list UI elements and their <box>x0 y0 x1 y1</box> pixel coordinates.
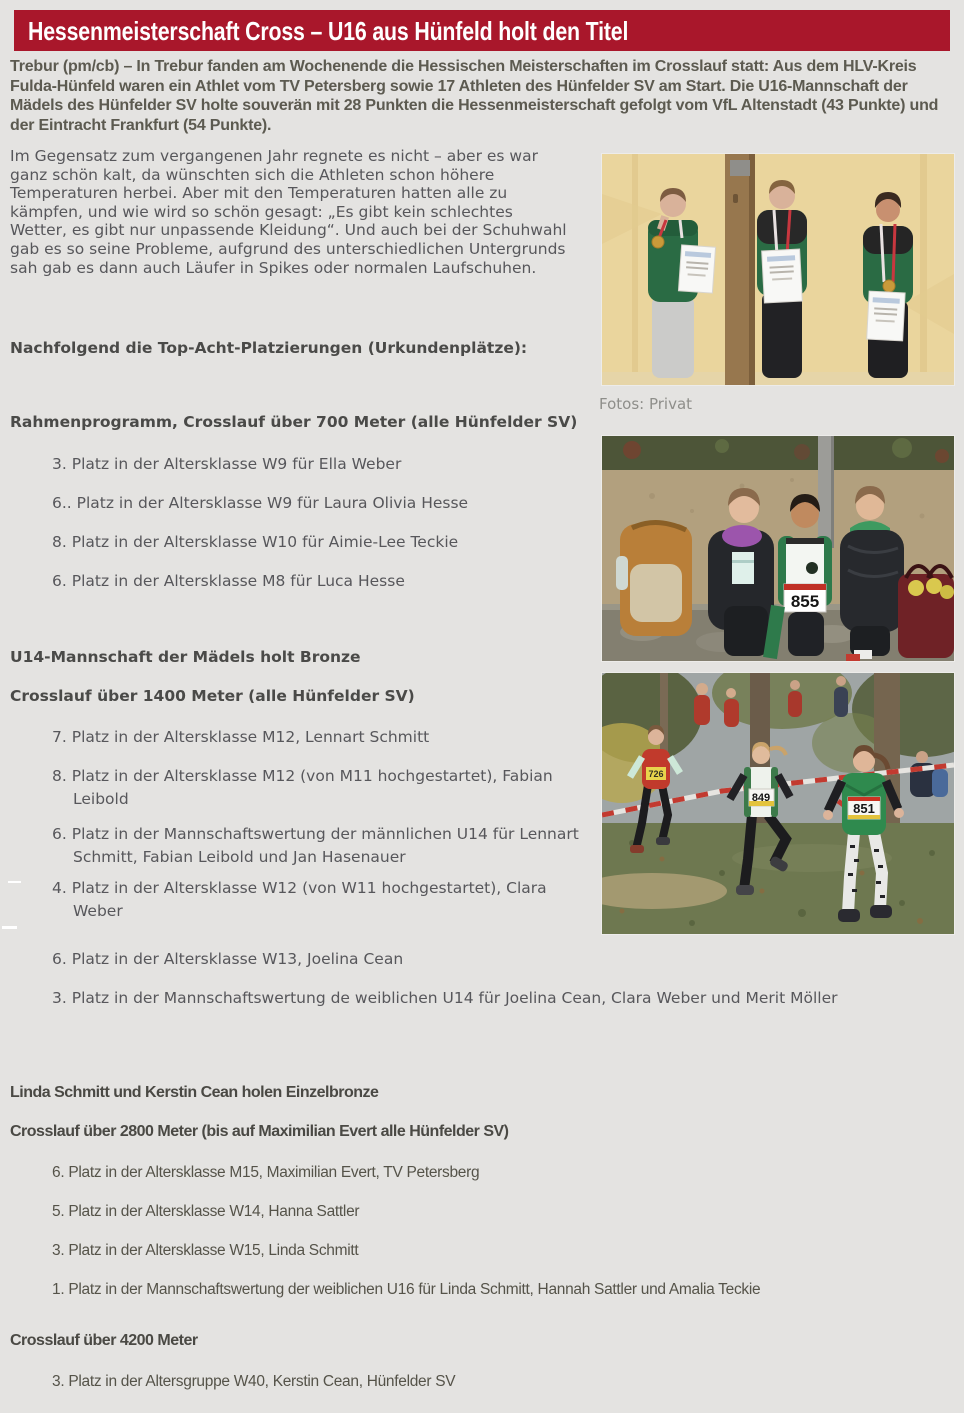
placement-item: 4. Platz in der Altersklasse W12 (von W11 hochgestartet), Clara Weber <box>52 879 547 920</box>
photo-podium <box>601 153 955 386</box>
placement-item: 3. Platz in der Altersklasse W15, Linda Schmitt <box>52 1242 359 1259</box>
intro-paragraph: Trebur (pm/cb) – In Trebur fanden am Wochenende die Hessischen Meisterschaften im Crosslauf statt: Aus dem HLV-Kreis Fulda-Hünfeld waren ein Athlet vom TV Petersberg sowie 17 Athleten des Hünfelder SV am Start. Die U16-Mannschaft der Mädels des Hünfelder SV holte souverän mit 28 Punkten die Hessenmeisterschaft gefolgt vom VfL Altenstadt (43 Punkte) und der Eintracht Frankfurt (54 Punkte). <box>10 58 939 134</box>
photo-race <box>601 672 955 935</box>
race-photo-illustration <box>602 673 954 934</box>
placement-item: 5. Platz in der Altersklasse W14, Hanna Sattler <box>52 1203 360 1220</box>
margin-dash <box>2 926 17 929</box>
heading-top-acht: Nachfolgend die Top-Acht-Platzierungen (Urkundenplätze): <box>10 339 528 357</box>
weather-paragraph: Im Gegensatz zum vergangenen Jahr regnete es nicht – aber es war ganz schön kalt, da wünschten sich die Athleten schon höhere Temperaturen herbei. Aber mit den Temperaturen hatten alle zu kämpfen, und wie wird so schön gesagt: „Es gibt kein schlechtes Wetter, es gibt nur unpassende Kleidung“. Und auch bei der Schuhwahl gab es so seine Probleme, aufgrund des unterschiedlichen Untergrunds sah gab es dann auch Läufer in Spikes oder normalen Laufschuhen. <box>10 147 567 277</box>
placement-item: 6. Platz in der Altersklasse W13, Joelina Cean <box>52 950 404 968</box>
heading-4200m: Crosslauf über 4200 Meter <box>10 1332 198 1349</box>
page-title: Hessenmeisterschaft Cross – U16 aus Hünfeld holt den Titel <box>28 16 629 46</box>
bib-number-726: 726 <box>648 769 664 779</box>
margin-dash <box>8 881 21 883</box>
heading-700m: Rahmenprogramm, Crosslauf über 700 Meter (alle Hünfelder SV) <box>10 413 578 431</box>
placement-item: 8. Platz in der Altersklasse W10 für Aimie-Lee Teckie <box>52 533 459 551</box>
sports-bag <box>898 566 954 658</box>
placement-item: 6.. Platz in der Altersklasse W9 für Laura Olivia Hesse <box>52 494 469 512</box>
placement-item: 6. Platz in der Altersklasse M15, Maximilian Evert, TV Petersberg <box>52 1164 480 1181</box>
placement-item: 1. Platz in der Mannschaftswertung der weiblichen U16 für Linda Schmitt, Hannah Sattler und Amalia Teckie <box>52 1281 761 1298</box>
placement-item: 3. Platz in der Altersgruppe W40, Kerstin Cean, Hünfelder SV <box>52 1373 456 1390</box>
podium-photo-illustration <box>602 154 954 385</box>
bib-number-855: 855 <box>790 592 820 611</box>
placement-item: 3. Platz in der Altersklasse W9 für Ella Weber <box>52 455 402 473</box>
placement-item: 6. Platz in der Mannschaftswertung der männlichen U14 für Lennart Schmitt, Fabian Leibold und Jan Hasenauer <box>52 825 579 866</box>
article-title-banner <box>14 10 950 51</box>
sitting-photo-illustration <box>602 436 954 661</box>
heading-u14-bronze: U14-Mannschaft der Mädels holt Bronze <box>10 648 361 666</box>
placement-item: 8. Platz in der Altersklasse M12 (von M11 hochgestartet), Fabian Leibold <box>52 767 553 808</box>
placement-item: 7. Platz in der Altersklasse M12, Lennart Schmitt <box>52 728 430 746</box>
photo-caption: Fotos: Privat <box>599 395 693 413</box>
bib-number-851: 851 <box>853 801 875 816</box>
photo-team-sitting <box>601 435 955 662</box>
heading-2800m: Crosslauf über 2800 Meter (bis auf Maximilian Evert alle Hünfelder SV) <box>10 1123 509 1140</box>
heading-1400m: Crosslauf über 1400 Meter (alle Hünfelder SV) <box>10 687 415 705</box>
backpack <box>616 522 692 636</box>
heading-einzelbronze: Linda Schmitt und Kerstin Cean holen Einzelbronze <box>10 1084 379 1101</box>
placement-item: 3. Platz in der Mannschaftswertung de weiblichen U14 für Joelina Cean, Clara Weber und Merit Möller <box>52 989 838 1007</box>
bib-number-849: 849 <box>751 792 771 804</box>
placement-item: 6. Platz in der Altersklasse M8 für Luca Hesse <box>52 572 405 590</box>
